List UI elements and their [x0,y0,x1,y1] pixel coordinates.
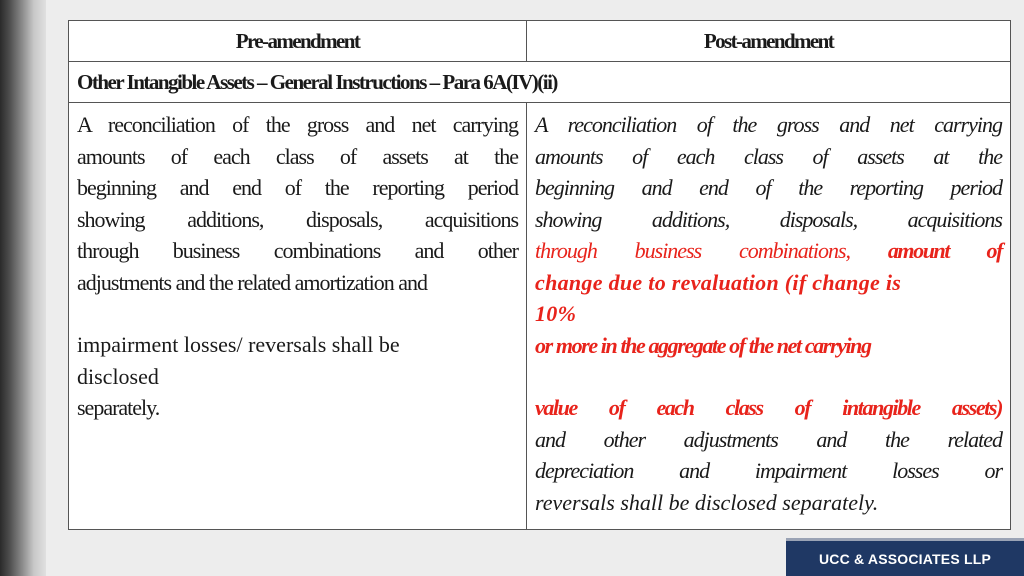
post-line-3: beginning and end of the reporting period [535,175,1002,200]
content-row [69,103,1011,530]
pre-line-9: separately. [77,395,160,420]
section-title: Other Intangible Assets – General Instructions – Para 6A(IV)(ii) [69,62,1011,103]
pre-line-6: adjustments and the related amortization and [77,269,428,295]
post-line-5-amount: amount of [887,238,1003,263]
post-line-5 [535,235,1002,267]
post-line-1: A reconciliation of the gross and net carrying [535,112,1002,137]
pre-line-1: A reconciliation of the gross and net carrying [77,112,518,137]
post-line-4: showing additions, disposals, acquisitions [535,206,1002,232]
post-line-10: and other adjustments and the related [535,426,1002,452]
pre-line-3: beginning and end of the reporting period [77,175,518,200]
pre-line-4: showing additions, disposals, acquisitions [77,206,518,232]
table-header-row [69,21,1011,62]
post-line-9: value of each class of intangible assets) [535,395,1002,420]
pre-amendment-text [69,103,527,530]
post-line-12: reversals shall be disclosed separately. [535,489,879,515]
post-line-6: change due to revaluation (if change is [535,269,902,295]
left-decorative-bar [0,0,46,576]
section-row [69,62,1011,103]
footer-badge: UCC & ASSOCIATES LLP [786,538,1024,576]
header-post-amendment: Post-amendment [527,21,1011,62]
header-pre-amendment: Pre-amendment [69,21,527,62]
pre-line-5: through business combinations and other [77,238,518,263]
post-line-8: or more in the aggregate of the net carrying [535,332,871,358]
post-line-11: depreciation and impairment losses or [535,458,1002,483]
post-amendment-text [527,103,1011,530]
post-line-7: 10% [535,301,577,326]
amendment-comparison-table [68,20,1011,530]
post-line-5-through: through business combinations, [535,238,851,263]
pre-line-7: impairment losses/ reversals shall be [77,332,400,357]
post-line-2: amounts of each class of assets at the [535,143,1002,169]
pre-line-2: amounts of each class of assets at the [77,143,518,169]
pre-line-8: disclosed [77,363,159,389]
